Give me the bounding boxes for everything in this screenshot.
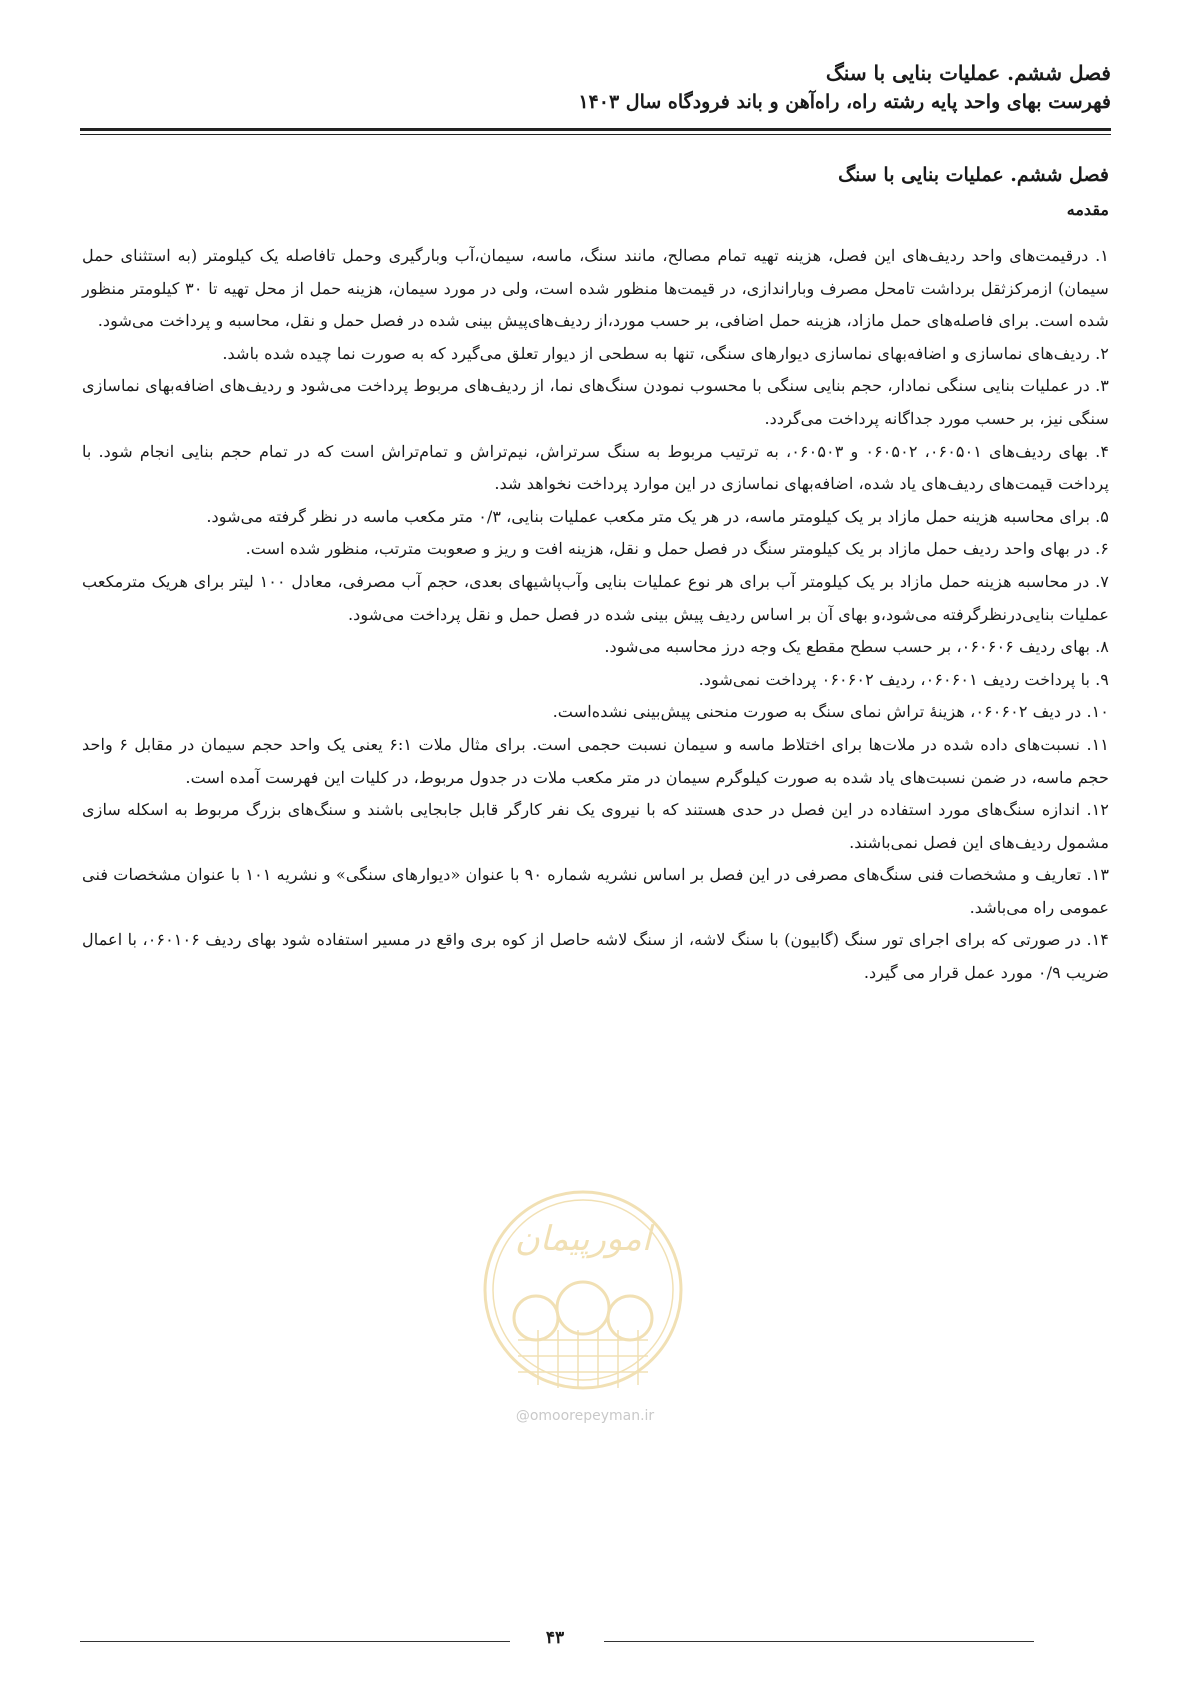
list-item-11: ۱۱. نسبت‌های داده شده در ملات‌ها برای اختلاط ماسه و سیمان نسبت حجمی است. برای مثال ملات ۶:۱ یعنی یک واحد حجم سیمان در مقابل ۶ واحد حجم ماسه، در ضمن نسبت‌های یاد شده به صورت کیلوگرم سیمان در متر مکعب ملات در جدول مربوط، در کلیات این فهرست آمده است. (82, 734, 1109, 787)
svg-text:امورپیمان: امورپیمان (514, 1219, 652, 1259)
header-rule-thick (80, 128, 1111, 131)
list-item-12: ۱۲. اندازه سنگ‌های مورد استفاده در این فصل در حدی هستند که با نیروی یک نفر کارگر قابل جابجایی باشند و سنگ‌های بزرگ مربوط به اسکله سازی مشمول ردیف‌های این فصل نمی‌باشند. (82, 800, 1109, 852)
list-item-8: ۸. بهای ردیف ۰۶۰۶۰۶، بر حسب سطح مقطع یک وجه درز محاسبه می‌شود. (604, 637, 1109, 657)
list-item-13: ۱۳. تعاریف و مشخصات فنی سنگ‌های مصرفی در این فصل بر اساس نشریه شماره ۹۰ با عنوان «دیوارهای سنگی» و نشریه ۱۰۱ با عنوان مشخصات فنی عمومی راه می‌باشد. (82, 865, 1110, 917)
watermark-logo-icon (478, 1180, 688, 1400)
list-item-3: ۳. در عملیات بنایی سنگی نمادار، حجم بنایی سنگی با محسوب نمودن سنگ‌های نما، از ردیف‌های مربوط پرداخت می‌شود و ردیف‌های اضافه‌بهای نماسازی سنگی نیز، بر حسب مورد جداگانه پرداخت می‌گردد. (82, 376, 1109, 428)
list-item-4: ۴. بهای ردیف‌های ۰۶۰۵۰۱، ۰۶۰۵۰۲ و ۰۶۰۵۰۳، به ترتیب مربوط به سنگ سرتراش، نیم‌تراش و تمام‌تراش است که در تمام حجم بنایی انجام شود. با پرداخت قیمت‌های ردیف‌های یاد شده، اضافه‌بهای نماسازی در این موارد پرداخت نخواهد شد. (82, 441, 1110, 494)
list-item-6: ۶. در بهای واحد ردیف حمل مازاد بر یک کیلومتر سنگ در فصل حمل و نقل، هزینه افت و ریز و صعوبت مترتب، منظور شده است. (245, 539, 1109, 559)
list-item-14: ۱۴. در صورتی که برای اجرای تور سنگ (گابیون) با سنگ لاشه، از سنگ لاشه حاصل از کوه بری واقع در مسیر استفاده شود بهای ردیف ۰۶۰۱۰۶، با اعمال ضریب ۰/۹ مورد عمل قرار می گیرد. (82, 930, 1109, 983)
page-number: ۴۳ (545, 1628, 565, 1648)
footer-rule-left (80, 1641, 510, 1642)
header-chapter-title: فصل ششم. عملیات بنایی با سنگ (825, 61, 1111, 85)
footer-rule-right (604, 1641, 1034, 1642)
list-item-10: ۱۰. در دیف ۰۶۰۶۰۲، هزینهٔ تراش نمای سنگ به صورت منحنی پیش‌بینی نشده‌است. (552, 702, 1109, 722)
list-item-9: ۹. با پرداخت ردیف ۰۶۰۶۰۱، ردیف ۰۶۰۶۰۲ پرداخت نمی‌شود. (698, 669, 1109, 689)
list-item-2: ۲. ردیف‌های نماسازی و اضافه‌بهای نماسازی دیوارهای سنگی، تنها به سطحی از دیوار تعلق می‌گیرد که به صورت نما چیده شده باشد. (222, 343, 1109, 363)
header-rule-thin (80, 134, 1111, 135)
header-catalog-title: فهرست بهای واحد پایه رشته راه، راه‌آهن و باند فرودگاه سال ۱۴۰۳ (578, 91, 1111, 113)
list-item-7: ۷. در محاسبه هزینه حمل مازاد بر یک کیلومتر آب برای هر نوع عملیات بنایی وآب‌پاشیهای بعدی، حجم آب مصرفی، معادل ۱۰۰ لیتر برای هریک مترمکعب عملیات بنایی‌درنظرگرفته می‌شود،و بهای آن بر اساس ردیف پیش بینی شده در فصل حمل و نقل پرداخت می‌شود. (82, 571, 1109, 624)
watermark-site: @omoorepeyman.ir (515, 1408, 655, 1424)
intro-heading: مقدمه (1066, 200, 1109, 219)
page-content (82, 160, 1109, 990)
list-item-1: ۱. درقیمت‌های واحد ردیف‌های این فصل، هزینه تهیه تمام مصالح، مانند سنگ، ماسه، سیمان،آب وبارگیری وحمل تافاصله یک کیلومتر (به استثنای حمل سیمان) ازمرکزثقل برداشت تامحل مصرف وباراندازی، در قیمت‌ها منظور شده است، ولی در مورد سیمان، هزینه حمل از محل تهیه تا ۳۰ کیلومتر منظور شده است. برای فاصله‌های حمل مازاد، هزینه حمل اضافی، بر حسب مورد،از ردیف‌های‌پیش بینی شده در فصل حمل و نقل، محاسبه و پرداخت می‌شود. (82, 246, 1109, 331)
list-item-5: ۵. برای محاسبه هزینه حمل مازاد بر یک کیلومتر ماسه، در هر یک متر مکعب عملیات بنایی، ۰/۳ متر مکعب ماسه در نظر گرفته می‌شود. (206, 506, 1109, 526)
page-header (80, 58, 1111, 116)
chapter-title: فصل ششم. عملیات بنایی با سنگ (838, 164, 1109, 186)
